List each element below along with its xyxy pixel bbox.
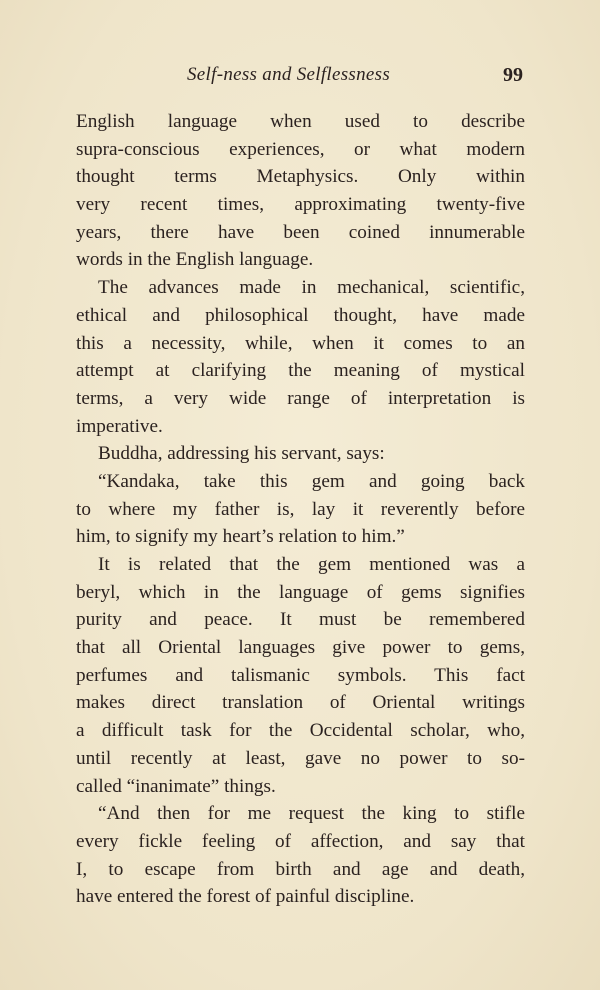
text-line: “And then for me request the king to stifle xyxy=(98,803,525,825)
text-line: to where my father is, lay it reverently before xyxy=(76,498,525,520)
text-line: purity and peace. It must be remembered xyxy=(76,609,525,631)
text-line: attempt at clarifying the meaning of mystical xyxy=(76,360,525,382)
text-line: The advances made in mechanical, scientific, xyxy=(98,277,525,299)
text-line: terms, a very wide range of interpretation is xyxy=(76,387,525,409)
text-line: words in the English language. xyxy=(76,249,314,271)
text-line: until recently at least, gave no power to so- xyxy=(76,747,525,769)
text-line: called “inanimate” things. xyxy=(76,775,276,797)
text-line: English language when used to describe xyxy=(76,111,525,132)
text-line: a difficult task for the Occidental scholar, who, xyxy=(76,720,525,742)
text-line: that all Oriental languages give power to gems, xyxy=(76,637,525,659)
text-line: imperative. xyxy=(76,415,163,437)
text-line: perfumes and talismanic symbols. This fact xyxy=(76,664,525,686)
text-line: I, to escape from birth and age and death, xyxy=(76,858,525,880)
text-line: “Kandaka, take this gem and going back xyxy=(98,470,525,492)
text-line: It is related that the gem mentioned was a xyxy=(98,554,525,575)
body-text xyxy=(76,108,525,911)
text-line: him, to signify my heart’s relation to him.” xyxy=(76,526,405,548)
running-title: Self-ness and Selflessness xyxy=(187,64,391,85)
text-line: very recent times, approximating twenty-five xyxy=(76,194,525,216)
text-line: this a necessity, while, when it comes to an xyxy=(76,332,525,354)
text-line: have entered the forest of painful discipline. xyxy=(76,886,415,908)
text-line: years, there have been coined innumerable xyxy=(76,221,525,243)
text-line: Buddha, addressing his servant, says: xyxy=(98,443,385,465)
text-line: ethical and philosophical thought, have made xyxy=(76,304,525,326)
text-line: supra-conscious experiences, or what modern xyxy=(76,138,525,160)
page-number: 99 xyxy=(503,64,523,86)
text-line: makes direct translation of Oriental writings xyxy=(76,692,525,714)
text-line: every fickle feeling of affection, and say that xyxy=(76,830,525,852)
text-line: beryl, which in the language of gems signifies xyxy=(76,581,525,603)
text-line: thought terms Metaphysics. Only within xyxy=(76,166,525,188)
